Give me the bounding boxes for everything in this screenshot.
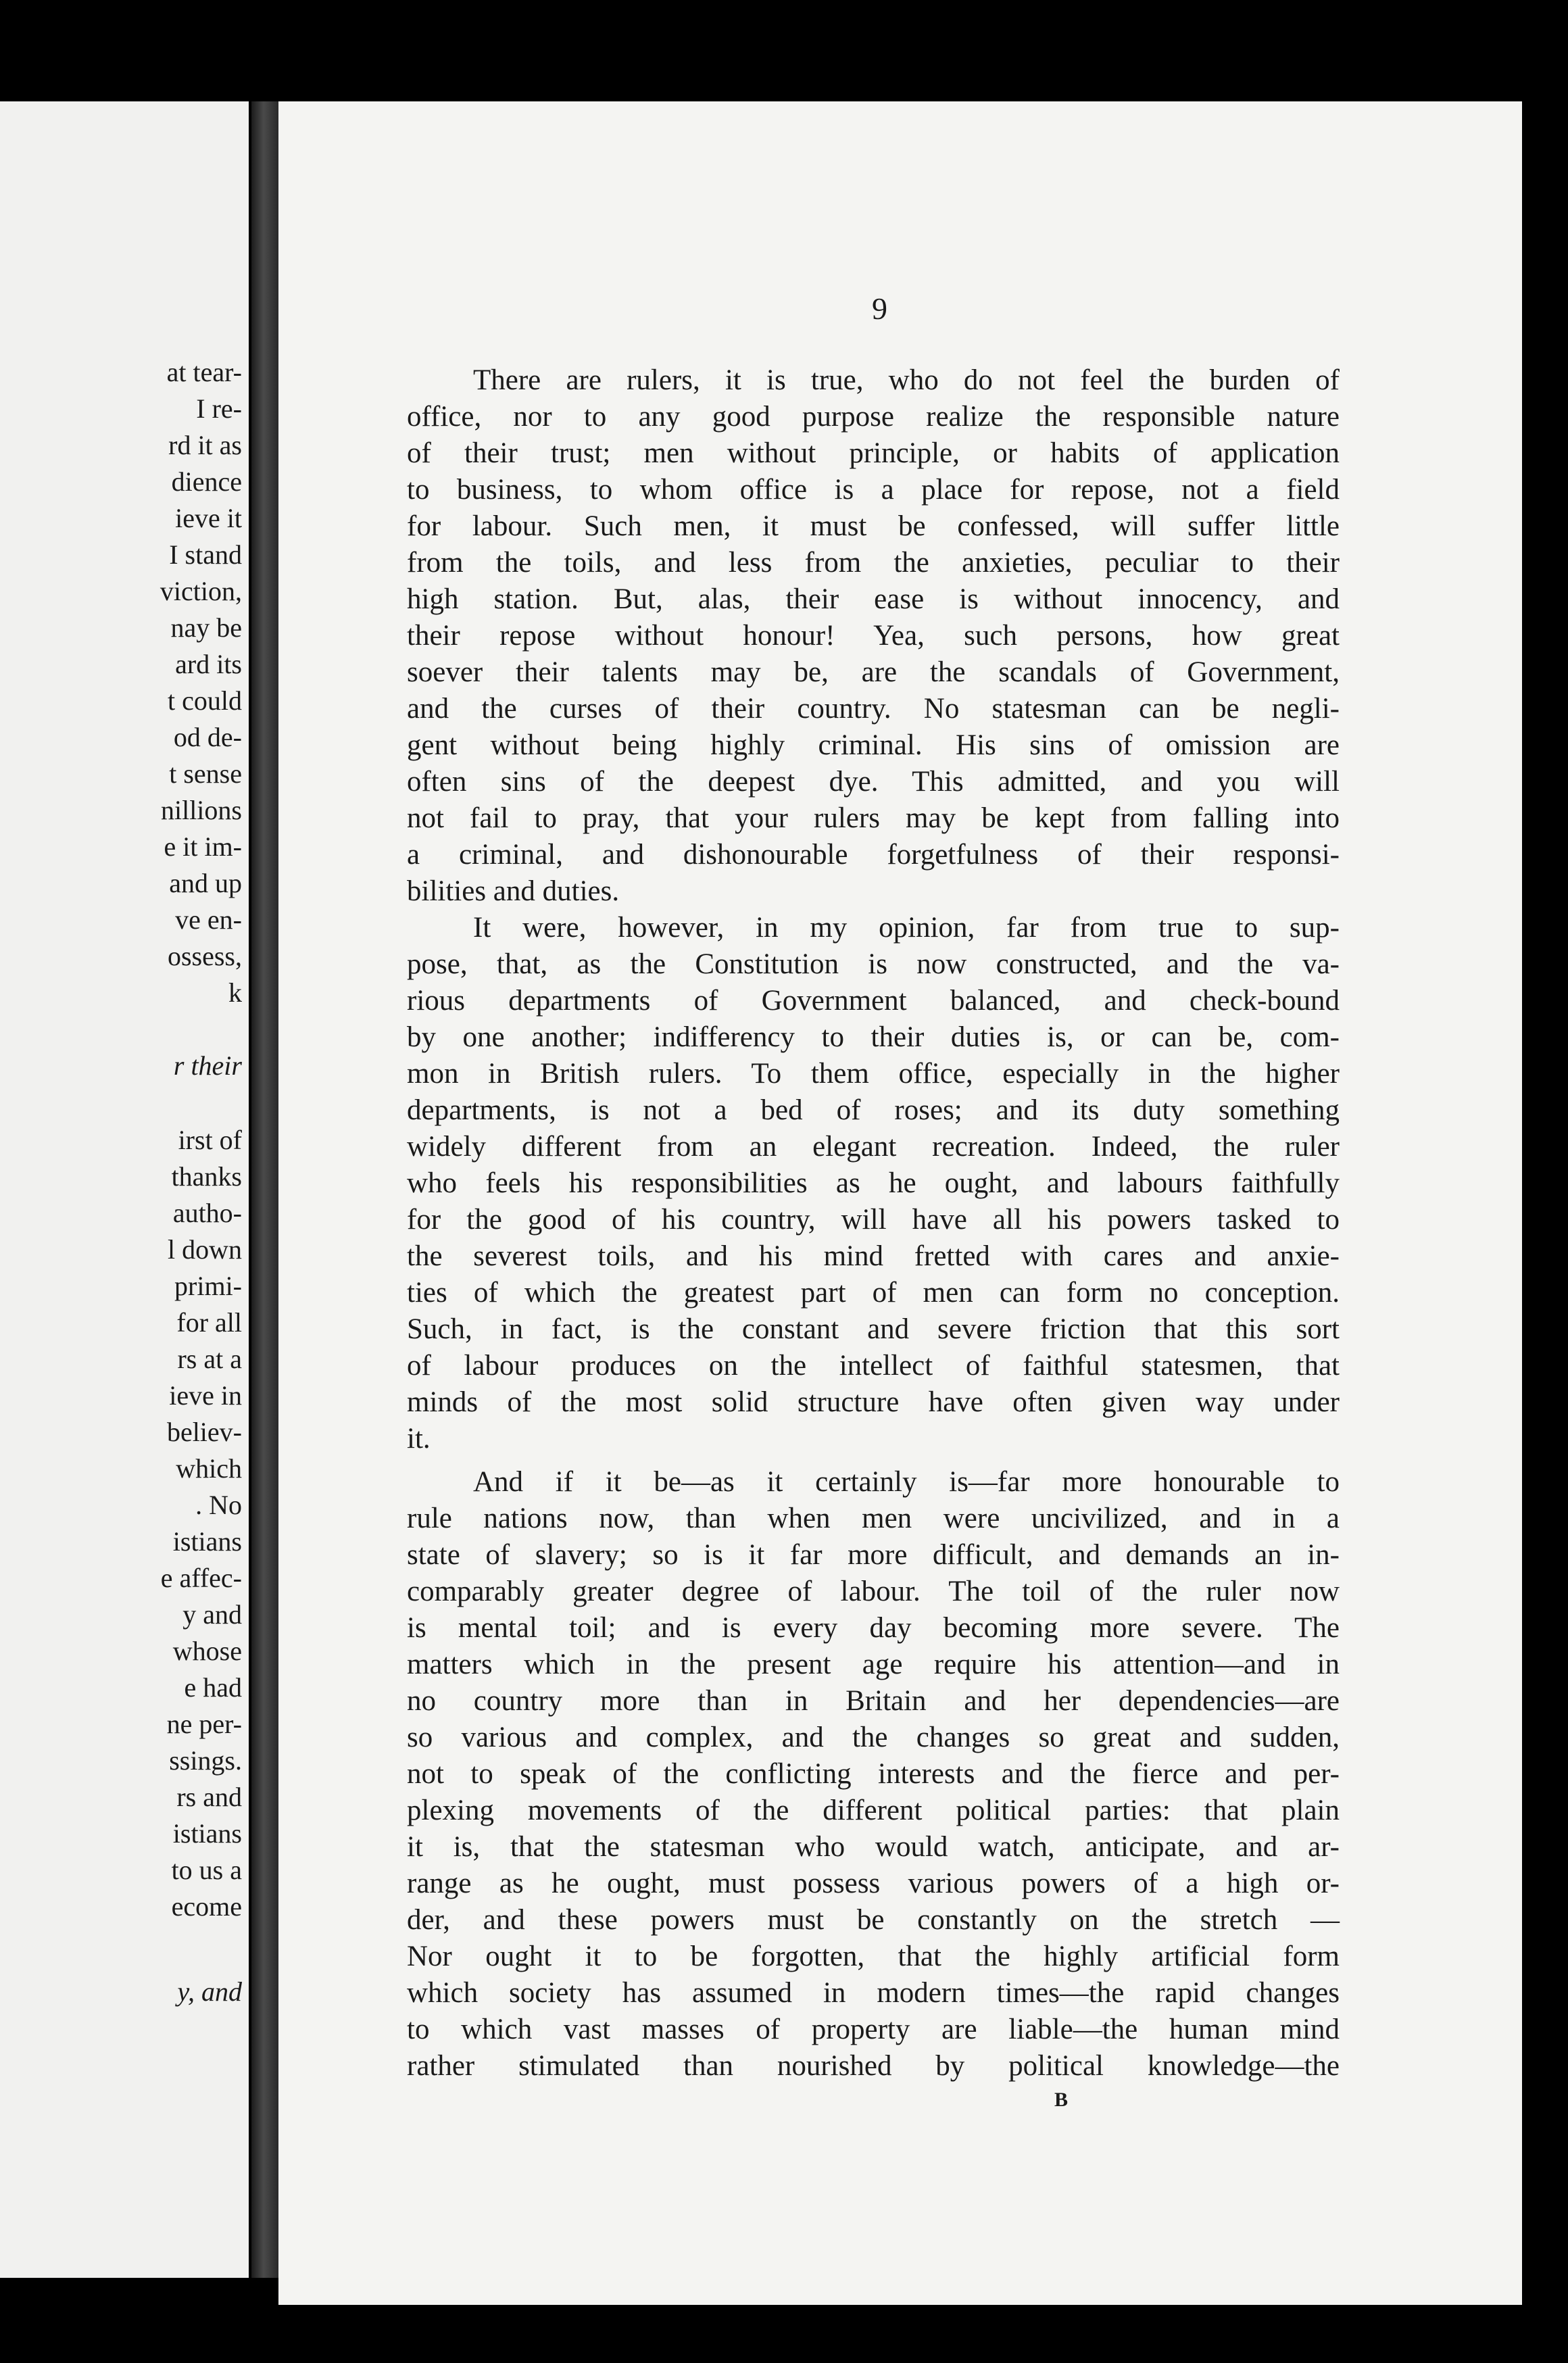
- text-line: soever their talents may be, are the scandals of Government,: [407, 656, 1340, 688]
- page-number: 9: [872, 291, 887, 326]
- text-line: comparably greater degree of labour. The toil of the ruler now: [407, 1576, 1340, 1607]
- left-page-line: e affec-: [160, 1563, 242, 1593]
- left-page-line: thanks: [171, 1161, 242, 1192]
- text-line: no country more than in Britain and her dependencies—are: [407, 1685, 1340, 1717]
- text-line: a criminal, and dishonourable forgetfulness of their responsi-: [407, 839, 1340, 871]
- text-line: state of slavery; so is it far more difficult, and demands an in-: [407, 1539, 1340, 1571]
- left-page-line: ssings.: [169, 1745, 242, 1776]
- text-line: Such, in fact, is the constant and severe friction that this sort: [407, 1313, 1340, 1345]
- text-line: of labour produces on the intellect of faithful statesmen, that: [407, 1350, 1340, 1382]
- text-line: of their trust; men without principle, or habits of application: [407, 437, 1340, 469]
- left-page-line: l down: [168, 1234, 242, 1265]
- text-line: to which vast masses of property are liable—the human mind: [407, 2014, 1340, 2045]
- book-gutter: [251, 101, 278, 2278]
- text-line: is mental toil; and is every day becoming more severe. The: [407, 1612, 1340, 1644]
- text-line: matters which in the present age require his attention—and in: [407, 1649, 1340, 1680]
- text-line: the severest toils, and his mind fretted with cares and anxie-: [407, 1240, 1340, 1272]
- text-line: high station. But, alas, their ease is without innocency, and: [407, 583, 1340, 615]
- text-line: It were, however, in my opinion, far from true to sup-: [473, 912, 1340, 944]
- left-page-line: ecome: [171, 1891, 242, 1922]
- left-page-line: rd it as: [168, 430, 242, 460]
- text-line: by one another; indifferency to their duties is, or can be, com-: [407, 1021, 1340, 1053]
- text-line: which society has assumed in modern times—the rapid changes: [407, 1977, 1340, 2009]
- left-page-line: rs at a: [177, 1344, 242, 1374]
- text-line: who feels his responsibilities as he ought, and labours faithfully: [407, 1167, 1340, 1199]
- text-line: rious departments of Government balanced, and check-bound: [407, 985, 1340, 1017]
- signature-mark: B: [1054, 2089, 1069, 2111]
- text-line: mon in British rulers. To them office, especially in the higher: [407, 1058, 1340, 1090]
- left-page-line: for all: [176, 1307, 242, 1338]
- left-page-line: r their: [173, 1050, 242, 1081]
- left-page-line: autho-: [172, 1198, 242, 1228]
- text-line: pose, that, as the Constitution is now constructed, and the va-: [407, 948, 1340, 980]
- left-page-line: primi-: [174, 1271, 242, 1301]
- left-page-line: y, and: [177, 1976, 242, 2007]
- left-page-line: ve en-: [175, 904, 242, 935]
- text-line: often sins of the deepest dye. This admitted, and you will: [407, 766, 1340, 798]
- left-page-line: I stand: [169, 539, 242, 570]
- text-line: rather stimulated than nourished by political knowledge—the: [407, 2050, 1340, 2082]
- text-line: for the good of his country, will have all his powers tasked to: [407, 1204, 1340, 1236]
- left-page-line: k: [228, 977, 242, 1008]
- left-page-line: y and: [182, 1599, 242, 1630]
- left-page-line: nillions: [160, 795, 242, 825]
- text-line: to business, to whom office is a place for repose, not a field: [407, 474, 1340, 506]
- text-line: widely different from an elegant recreation. Indeed, the ruler: [407, 1131, 1340, 1163]
- left-page-line: t sense: [169, 758, 242, 789]
- text-line: office, nor to any good purpose realize the responsible nature: [407, 401, 1340, 433]
- left-page-line: istians: [172, 1526, 242, 1557]
- left-page-line: . No: [195, 1490, 242, 1520]
- left-page-line: I re-: [196, 393, 242, 424]
- left-page-line: ard its: [175, 649, 242, 679]
- text-line: not fail to pray, that your rulers may be kept from falling into: [407, 802, 1340, 834]
- left-page-line: rs and: [176, 1782, 242, 1812]
- text-line: ties of which the greatest part of men can form no conception.: [407, 1277, 1340, 1309]
- left-page-line: which: [176, 1453, 242, 1484]
- text-line: minds of the most solid structure have often given way under: [407, 1386, 1340, 1418]
- text-line: so various and complex, and the changes so great and sudden,: [407, 1722, 1340, 1753]
- text-line: it is, that the statesman who would watch, anticipate, and ar-: [407, 1831, 1340, 1863]
- left-page-line: at tear-: [166, 357, 242, 387]
- text-line: for labour. Such men, it must be confessed, will suffer little: [407, 510, 1340, 542]
- left-page-line: to us a: [171, 1855, 242, 1885]
- text-line: their repose without honour! Yea, such persons, how great: [407, 620, 1340, 652]
- left-page-line: dience: [171, 466, 242, 497]
- text-line: bilities and duties.: [407, 875, 620, 907]
- left-page-line: whose: [172, 1636, 242, 1666]
- text-line: departments, is not a bed of roses; and its duty something: [407, 1094, 1340, 1126]
- left-page-line: irst of: [178, 1125, 242, 1155]
- left-page-line: ossess,: [167, 941, 242, 971]
- text-line: from the toils, and less from the anxieties, peculiar to their: [407, 547, 1340, 579]
- text-line: And if it be—as it certainly is—far more honourable to: [473, 1466, 1340, 1498]
- text-line: plexing movements of the different political parties: that plain: [407, 1795, 1340, 1826]
- left-page-line: od de-: [173, 722, 242, 752]
- text-line: not to speak of the conflicting interests and the fierce and per-: [407, 1758, 1340, 1790]
- left-page-line: ieve it: [175, 503, 242, 533]
- left-page-line: and up: [169, 868, 242, 898]
- left-page-line: viction,: [160, 576, 242, 606]
- left-page-line: istians: [172, 1818, 242, 1849]
- text-line: der, and these powers must be constantly on the stretch —: [407, 1904, 1340, 1936]
- left-page-line: e it im-: [164, 831, 242, 862]
- text-line: range as he ought, must possess various powers of a high or-: [407, 1868, 1340, 1899]
- left-page-line: ne per-: [166, 1709, 242, 1739]
- left-page-line: believ-: [166, 1417, 242, 1447]
- text-line: it.: [407, 1423, 431, 1455]
- left-page-line: t could: [168, 685, 242, 716]
- facing-page-left: [0, 101, 249, 2278]
- text-line: and the curses of their country. No statesman can be negli-: [407, 693, 1340, 725]
- text-line: There are rulers, it is true, who do not feel the burden of: [473, 364, 1340, 396]
- text-line: rule nations now, than when men were uncivilized, and in a: [407, 1503, 1340, 1534]
- left-page-line: ieve in: [169, 1380, 242, 1411]
- left-page-line: e had: [184, 1672, 242, 1703]
- left-page-line: nay be: [170, 612, 242, 643]
- text-line: gent without being highly criminal. His sins of omission are: [407, 729, 1340, 761]
- text-line: Nor ought it to be forgotten, that the highly artificial form: [407, 1941, 1340, 1972]
